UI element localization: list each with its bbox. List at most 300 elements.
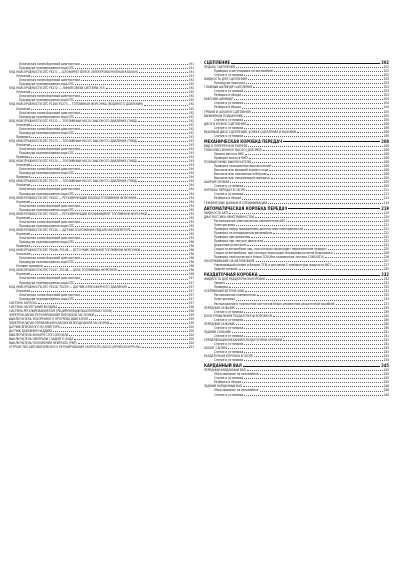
toc-page-number: 192 (188, 82, 194, 87)
toc-entry-title: ДИСК И КОЖУХ СЦЕПЛЕНИЯ (204, 121, 246, 126)
toc-entry-title: Логическая схема бортовой диагностики (19, 187, 80, 192)
toc-entry-title: Снятие и установка (214, 192, 244, 197)
toc-leader-dots (288, 208, 380, 209)
toc-page-number: 196 (188, 256, 194, 261)
toc-page-number: 194 (188, 187, 194, 192)
toc-leader-dots (259, 275, 381, 276)
toc-page-number: 202 (381, 60, 389, 65)
toc-entry-title: ПЕРЕДНИЙ САЛЬНИК (204, 321, 235, 326)
toc-leader-dots (81, 149, 188, 150)
toc-leader-dots (242, 382, 383, 383)
toc-entry-title: Процедура подтверждения кода DTC (19, 296, 75, 301)
toc-entry-title: ПОЗИЦИОННЫЕ ВЫКЛЮЧАТЕЛИ (204, 160, 251, 165)
toc-entry-title: Процедура прокачки (214, 81, 245, 86)
toc-entry-title: КОД НЕИСПРАВНОСТИ DTC P1271 — БЛОКИРУЕТ ВПУСК (ЭЛЕКТРОМАГНИТНЫЙ КЛАПАН) (9, 70, 138, 75)
toc-entry-title: ШЛАНГ САПУНА (204, 346, 228, 351)
toc-page-number: 222 (383, 234, 389, 239)
toc-page-number: 222 (383, 226, 389, 231)
toc-entry-title: УПРАВЛЯЮЩИЙ МЕХАНИЗМ РАЗДАТОЧНОЙ КОРОБКИ (204, 337, 283, 342)
toc-page-number: 232 (383, 289, 389, 294)
toc-leader-dots (256, 261, 383, 262)
toc-page-number: 201 (188, 345, 194, 350)
toc-leader-dots (31, 234, 187, 235)
toc-entry-title: БЛОК УПРАВЛЕНИЯ РАЗДАТОЧНОЙ КОРОБКОЙ (204, 313, 272, 318)
toc-page-number: 205 (383, 109, 389, 114)
toc-entry-title: ГЛАВНЫЙ ЦИЛИНДР СЦЕПЛЕНИЯ (204, 85, 253, 90)
toc-leader-dots (254, 356, 383, 357)
toc-leader-dots (138, 161, 187, 162)
toc-leader-dots (244, 395, 382, 396)
toc-page-number: 240 (383, 317, 389, 322)
toc-page-number: 200 (188, 329, 194, 334)
toc-page-number: 211 (383, 188, 389, 193)
toc-entry-title: Логическая схема бортовой диагностики (19, 203, 80, 208)
toc-page-number: 192 (188, 122, 194, 127)
toc-entry-title: ВЫКЛЮЧАТЕЛЬ УСКОРЕННОГО ПРОГРЕВА ДВИГАТЕЛЯ (9, 316, 89, 321)
toc-leader-dots (75, 153, 188, 154)
toc-leader-dots (113, 311, 188, 312)
toc-page-number: 208 (383, 160, 389, 165)
toc-leader-dots (74, 339, 187, 340)
toc-entry-title: Описание (16, 106, 31, 111)
toc-leader-dots (244, 194, 382, 195)
toc-leader-dots (53, 331, 187, 332)
toc-leader-dots (81, 190, 188, 191)
toc-page-number: 192 (188, 94, 194, 99)
toc-entry-title: Проверка на неподвижном автомобиле (214, 230, 273, 235)
toc-entry-title: СИСТЕМА НАГНЕТАНИЯ ВОЗДУХА (9, 304, 58, 309)
toc-leader-dots (271, 178, 383, 179)
toc-entry-title: Проверка (16, 155, 31, 160)
toc-entry-title: Логическая схема бортовой диагностики (19, 292, 80, 297)
toc-leader-dots (75, 283, 188, 284)
toc-leader-dots (247, 124, 383, 125)
toc-page-number: 200 (188, 333, 194, 338)
toc-leader-dots (144, 105, 188, 106)
toc-page-number: 195 (188, 219, 194, 224)
toc-leader-dots (89, 319, 188, 320)
toc-entry-title: КОД НЕИСПРАВНОСТИ DTC P1275 — ТОПЛИВНЫЙ НАСОС ВЫСОКОГО ДАВЛЕНИЯ (ТНВД) (9, 179, 138, 184)
toc-page-number: 191 (188, 70, 194, 75)
toc-entry-title: Процедура подтверждения кода DTC (19, 98, 75, 103)
toc-entry-title: Управляющий клапан и блоком ТСМ и датчиком 2 температуры жидкости АКП (214, 263, 331, 268)
toc-page-number: 243 (383, 354, 389, 359)
toc-leader-dots (283, 141, 380, 142)
toc-entry-title: Проверка (16, 175, 31, 180)
toc-page-number: 246 (383, 384, 389, 389)
toc-leader-dots (31, 246, 188, 247)
toc-page-number: 192 (188, 78, 194, 83)
toc-entry-title: АВТОМАТИЧЕСКАЯ КОРОБКА ПЕРЕДАЧ (204, 205, 288, 211)
toc-page-number: 204 (383, 97, 389, 102)
toc-entry-title: ТРАНСМИССИОННОЕ МАСЛО (ДЛЯ МКП) (204, 147, 263, 152)
toc-leader-dots (244, 344, 382, 345)
toc-leader-dots (75, 117, 188, 118)
toc-leader-dots (110, 323, 188, 324)
toc-page-number: 192 (188, 114, 194, 119)
toc-leader-dots (44, 266, 188, 267)
toc-leader-dots (229, 287, 383, 288)
toc-leader-dots (260, 391, 383, 392)
toc-entry (204, 134, 389, 138)
toc-page-number: 219 (383, 200, 389, 205)
toc-entry-title: Процедура подтверждения кода DTC (19, 151, 75, 156)
toc-entry-title: Проверка позиционных выключателей (214, 164, 272, 169)
toc-leader-dots (81, 169, 188, 170)
toc-leader-dots (138, 121, 187, 122)
toc-entry-title: Электросхема (214, 297, 235, 302)
toc-page-number: 203 (383, 77, 389, 82)
toc-page-number: 241 (383, 333, 389, 338)
toc-leader-dots (38, 303, 188, 304)
toc-page-number: 199 (188, 316, 194, 321)
toc-page-number: 196 (188, 272, 194, 277)
toc-leader-dots (244, 360, 382, 361)
toc-entry-title: ВЫЖИМНОЙ ПОДШИПНИК (204, 113, 243, 118)
toc-page-number: 245 (383, 380, 389, 385)
toc-page-number: 237 (383, 301, 389, 306)
toc-entry-title: Снятие и установка (214, 325, 244, 330)
toc-entry-title: Снятие и установка (214, 317, 244, 322)
toc-leader-dots (75, 299, 188, 300)
toc-page-number: 208 (383, 147, 389, 152)
toc-entry-title: Логическая схема бортовой диагностики (19, 146, 80, 151)
toc-entry-title: КОД НЕИСПРАВНОСТИ DTC P1623 — РЕГУЛИРУЮЩИЙ КОЭФФИЦИЕНТ ТОПЛИВНОЙ ФОРСУНКИ (9, 211, 147, 216)
toc-page-number: 209 (383, 176, 389, 181)
toc-page-number: 206 (383, 133, 389, 138)
toc-leader-dots (263, 150, 383, 151)
toc-page-number: 199 (188, 312, 194, 317)
toc-entry-title: Скорости автомобиля при, при которых происходит переключение передач (214, 246, 327, 251)
toc-leader-dots (75, 262, 188, 263)
toc-entry-title: Снятие и установка (214, 358, 244, 363)
toc-leader-dots (228, 348, 382, 349)
toc-entry-title: Процедура подтверждения кода DTC (19, 280, 75, 285)
toc-page-number: 194 (188, 179, 194, 184)
toc-entry-title: РАЗДАТОЧНАЯ КОРОБКА В СБОРЕ (204, 354, 254, 359)
toc-entry-title: Обслуживание на автомобиле (214, 388, 259, 393)
toc-entry-title: Логическая схема бортовой диагностики (19, 256, 80, 261)
toc-page-number: 230 (383, 267, 389, 272)
toc-page-number: 206 (383, 121, 389, 126)
toc-leader-dots (332, 265, 383, 266)
toc-page-number: 198 (188, 308, 194, 313)
toc-entry-title: ЭЛЕКТРОКЛАПАН УПРАВЛЕНИЯ КЛАПАНОМ ВОЗДУШНОЙ ЗАСЛОНКИ (9, 321, 110, 325)
toc-page-number: 197 (188, 284, 194, 289)
toc-leader-dots (81, 279, 188, 280)
toc-entry-title: Выключатель фонарей заднего хода (214, 168, 269, 173)
toc-entry-title: КОД НЕИСПРАВНОСТИ DTC P1280 P1273 — ТОПЛИВНАЯ ФОРСУНКА (ВОДЯНОГО ДАВЛЕНИЯ) (9, 102, 144, 107)
toc-page-number: 246 (383, 392, 389, 397)
toc-page-number: 208 (383, 172, 389, 177)
toc-entry-title: Процедура подтверждения кода DTC (19, 82, 75, 87)
toc-page-number: 195 (188, 236, 194, 241)
toc-entry-title: Расположение компонентов (214, 293, 256, 298)
toc-page-number: 226 (383, 251, 389, 256)
toc-leader-dots (31, 165, 187, 166)
toc-entry-title: ВЫКЛЮЧАТЕЛЬ НЕЙТРАЛИ / ЗАДНЕГО ХОДА (9, 337, 74, 342)
toc-page-number: 226 (383, 255, 389, 260)
toc-page-number: 194 (188, 191, 194, 196)
toc-leader-dots (274, 71, 383, 72)
toc-page-number: 213 (383, 196, 389, 201)
toc-page-number: 239 (383, 305, 389, 310)
toc-leader-dots (283, 340, 383, 341)
toc-entry-title: ВЫКЛЮЧАТЕЛЬ ФОНАРЯ СТОП-СИГНАЛА (9, 333, 69, 338)
toc-page-number: 205 (383, 117, 389, 122)
toc-page-number: 196 (188, 264, 194, 269)
toc-entry-title: Логическая схема бортовой диагностики (19, 126, 80, 131)
toc-entry-title: Процедура подтверждения кода DTC (19, 240, 75, 245)
toc-leader-dots (244, 136, 382, 137)
toc-entry-title: Логическая схема бортовой диагностики (19, 62, 80, 66)
toc-entry-title: Разборка и сборка (214, 380, 242, 385)
toc-entry-title: РАЗДАТОЧНАЯ КОРОБКА (204, 272, 258, 278)
toc-entry (9, 345, 194, 349)
toc-entry-title: Снятие и установка (214, 101, 244, 106)
toc-leader-dots (137, 198, 188, 199)
toc-page-number: 198 (188, 304, 194, 309)
toc-leader-dots (230, 182, 382, 183)
toc-leader-dots (260, 374, 383, 375)
toc-entry-title: Описание (16, 272, 31, 277)
toc-page-number: 193 (188, 146, 194, 151)
toc-page-number: 192 (188, 118, 194, 123)
toc-page-number: 206 (383, 125, 389, 130)
toc-leader-dots (244, 103, 382, 104)
toc-leader-dots (226, 283, 383, 284)
toc-leader-dots (75, 226, 188, 227)
toc-leader-dots (31, 76, 187, 77)
toc-entry-title: Описание (16, 74, 31, 79)
toc-leader-dots (142, 347, 188, 348)
toc-entry-title: Описание (16, 199, 31, 204)
toc-page-number: 197 (188, 276, 194, 281)
toc-page-number: 195 (188, 223, 194, 228)
toc-page-number: 243 (383, 358, 389, 363)
toc-entry-title: Описание (16, 215, 31, 220)
toc-leader-dots (31, 157, 188, 158)
toc-entry-title: Проверка (16, 244, 31, 249)
toc-page-number: 203 (383, 93, 389, 98)
toc-page-number: 208 (383, 168, 389, 173)
toc-page-number: 205 (383, 113, 389, 118)
toc-page-number: 194 (188, 175, 194, 180)
toc-entry-title: ЖИДКОСТЬ ДЛЯ СЦЕПЛЕНИЯ (204, 77, 247, 82)
toc-entry-title: МЕХАНИЧЕСКАЯ КОРОБКА ПЕРЕДАЧ (204, 138, 283, 144)
toc-leader-dots (118, 270, 187, 271)
toc-leader-dots (246, 190, 383, 191)
toc-page-number: 196 (188, 260, 194, 265)
toc-page-number: 192 (188, 126, 194, 131)
toc-page-number: 243 (383, 346, 389, 351)
toc-leader-dots (244, 120, 382, 121)
toc-leader-dots (242, 199, 383, 200)
toc-page-number: 192 (188, 134, 194, 139)
toc-entry-title: ЖИДКОСТЬ АКП (204, 210, 228, 215)
toc-entry-title: Условие проверки (16, 264, 43, 269)
toc-page-number: 193 (188, 151, 194, 156)
toc-entry-title: Описание (16, 288, 31, 293)
toc-page-number: 193 (188, 138, 194, 143)
toc-entry-title: Снятие и установка (214, 333, 244, 338)
toc-page-number: 203 (383, 89, 389, 94)
toc-leader-dots (234, 99, 383, 100)
toc-leader-dots (252, 112, 383, 113)
toc-page-number: 193 (188, 159, 194, 164)
toc-page-number: 221 (383, 222, 389, 227)
toc-page-number: 193 (188, 142, 194, 147)
toc-entry-title: Логическая схема бортовой диагностики (19, 236, 80, 241)
toc-entry-title: ВИД В ПОПЕРЕЧНОМ РАЗРЕЗЕ (204, 143, 248, 148)
toc-leader-dots (75, 100, 188, 101)
toc-leader-dots (69, 335, 187, 336)
toc-entry-title: Снятие и установка (214, 125, 244, 130)
toc-leader-dots (253, 87, 382, 88)
toc-entry-title: РАБОЧИЙ ЦИЛИНДР (204, 97, 234, 102)
toc-page-number: 246 (383, 388, 389, 393)
toc-leader-dots (75, 173, 188, 174)
toc-leader-dots (75, 68, 188, 69)
toc-entry-title: Логическая схема бортовой диагностики (19, 94, 80, 99)
toc-leader-dots (81, 80, 188, 81)
toc-entry-title: ПЕДАЛЬ СЦЕПЛЕНИЯ (204, 65, 235, 69)
toc-leader-dots (264, 241, 383, 242)
toc-leader-dots (106, 88, 188, 89)
toc-leader-dots (236, 225, 383, 226)
toc-entry-title: Скорости автомобиля, при которых происходит блокировка/отмена блокировки (214, 251, 333, 256)
toc-entry-title: Процедура подтверждения кода DTC (19, 223, 75, 228)
toc-entry-title: ЖИДКОСТЬ ДЛЯ РАЗДАТОЧНОЙ КОРОБКИ (204, 277, 266, 282)
toc-page-number: 208 (383, 155, 389, 160)
toc-page-number: 232 (383, 277, 389, 282)
toc-entry-title: КОД НЕИСПРАВНОСТИ DTC P1622 — РЕГУЛИРУЮЩИЙ КЛАПАН ТОПЛИВНОЙ ФОРСУНКИ (9, 195, 137, 200)
toc-leader-dots (273, 316, 383, 317)
toc-page-number: 245 (381, 363, 389, 369)
toc-page-number: 242 (383, 342, 389, 346)
toc-entry-title: Описание (16, 142, 31, 147)
toc-page-number: 194 (188, 171, 194, 176)
toc-entry-title: КАРДАННЫЙ ВАЛ (204, 363, 242, 369)
toc-entry-title: Дорожные испытания (214, 242, 247, 247)
toc-page-number: 223 (383, 242, 389, 247)
toc-leader-dots (138, 141, 187, 142)
toc-entry-title: ОБСЛУЖИВАНИЕ НА АВТОМОБИЛЕ (204, 259, 255, 264)
toc-entry-title: Описание (16, 163, 31, 168)
toc-page-number: 204 (383, 105, 389, 110)
toc-entry-title: КОД НЕИСПРАВНОСТИ DTC P2135 — ДАТЧИК ПОЛОЖЕНИЯ ПЕДАЛИ АКСЕЛЕРАТОРА (9, 227, 131, 232)
toc-leader-dots (31, 145, 187, 146)
toc-entry-title: КОРОБКА ПЕРЕДАЧ В СБОРЕ (204, 188, 246, 193)
toc-page-number: 194 (188, 195, 194, 200)
toc-leader-dots (244, 320, 382, 321)
toc-page-number: 195 (188, 211, 194, 216)
toc-leader-dots (232, 332, 383, 333)
toc-page-number: 193 (188, 155, 194, 160)
toc-page-number: 193 (188, 163, 194, 168)
toc-entry-title: ЭЛЕКТРОКЛАПАН РЕГУЛИРОВАНИЯ ВПУСКНОЙ ЗАСЛОНКИ (9, 312, 94, 317)
toc-page-number: 219 (381, 205, 389, 211)
toc-page-number: 240 (383, 321, 389, 326)
toc-page-number: 197 (188, 288, 194, 293)
toc-entry-title: КОД НЕИСПРАВНОСТИ DTC P0146, P2146 — ИСТОЧНИК ПИТАНИЯ ТОПЛИВНОЙ ФОРСУНКИ (9, 248, 140, 253)
toc-page-number: 203 (383, 85, 389, 90)
toc-leader-dots (244, 328, 382, 329)
toc-page-number: 232 (383, 281, 389, 286)
toc-leader-dots (267, 174, 382, 175)
toc-page-number: 195 (188, 227, 194, 232)
toc-entry-title: Выключатель положения нейтрали (214, 172, 267, 177)
toc-leader-dots (246, 83, 383, 84)
toc-entry-title: Проверка масла в МКП (214, 155, 248, 160)
toc-leader-dots (266, 279, 382, 280)
toc-entry-title: Процедура подтверждения кода DTC (19, 66, 75, 71)
toc-entry (204, 393, 389, 397)
toc-leader-dots (236, 300, 383, 301)
toc-entry-title: ОСЕРЕВНЫЙ/СИСТЕМА 4WD (204, 289, 245, 294)
toc-leader-dots (247, 245, 382, 246)
toc-page-number: 208 (383, 164, 389, 169)
toc-page-number: 220 (383, 218, 389, 223)
toc-entry-title: Электросхема (214, 222, 235, 227)
toc-leader-dots (128, 287, 188, 288)
toc-entry-title: Снятие и установка (214, 350, 244, 355)
toc-leader-dots (244, 312, 382, 313)
toc-page-number: 200 (188, 337, 194, 342)
toc-page-number: 200 (188, 325, 194, 330)
toc-leader-dots (31, 177, 188, 178)
toc-page-number: 243 (383, 350, 389, 355)
toc-leader-dots (81, 295, 188, 296)
toc-entry-title: Замена масла в МКП (214, 151, 245, 156)
toc-entry-title: Описание (16, 252, 31, 257)
toc-entry-title: Снятие и установка (214, 89, 244, 94)
toc-entry-title: ПЕРЕДНИЙ САЛЬНИК (204, 305, 235, 310)
toc-leader-dots (242, 95, 383, 96)
toc-leader-dots (244, 352, 382, 353)
toc-leader-dots (243, 386, 383, 387)
toc-page-number: 194 (188, 167, 194, 172)
toc-entry-title: УСТРОЙСТВО АВТОМАТИЧЕСКОГО РЕГУЛИРОВАНИЯ СКОРОСТИ (ASCD) (КРУИЗ-КОНТРОЛЬ) (9, 345, 141, 350)
toc-leader-dots (95, 315, 188, 316)
toc-leader-dots (81, 129, 188, 130)
toc-leader-dots (75, 210, 188, 211)
toc-entry-title: КОД НЕИСПРАВНОСТИ DTC P2147, P2148 — ЦЕПЬ ТОПЛИВНЫХ ФОРСУНОК (9, 268, 118, 273)
toc-entry-title: Описание (16, 90, 31, 95)
toc-page-number: 191 (188, 62, 194, 66)
toc-entry-title: ДАТЧИК ВПУСКНОГО КОЛЛЕКТОРА (9, 325, 60, 330)
toc-leader-dots (286, 221, 382, 222)
toc-page-number: 232 (381, 272, 389, 278)
toc-leader-dots (244, 378, 382, 379)
toc-leader-dots (81, 113, 188, 114)
toc-page-number: 200 (188, 341, 194, 346)
toc-leader-dots (31, 125, 187, 126)
toc-leader-dots (31, 202, 187, 203)
toc-page-number: 192 (188, 98, 194, 103)
toc-entry-title: Снятие и установка (214, 392, 244, 397)
toc-page-number: 232 (383, 293, 389, 298)
toc-right-column (204, 59, 389, 397)
toc-page-number: 206 (383, 129, 389, 134)
toc-leader-dots (336, 304, 383, 305)
toc-leader-dots (269, 170, 382, 171)
toc-leader-dots (61, 327, 188, 328)
toc-entry-title: Процедура подтверждения кода DTC (19, 130, 75, 135)
toc-page-number: 208 (381, 138, 389, 144)
toc-page-number: 197 (188, 300, 194, 305)
toc-leader-dots (31, 185, 187, 186)
